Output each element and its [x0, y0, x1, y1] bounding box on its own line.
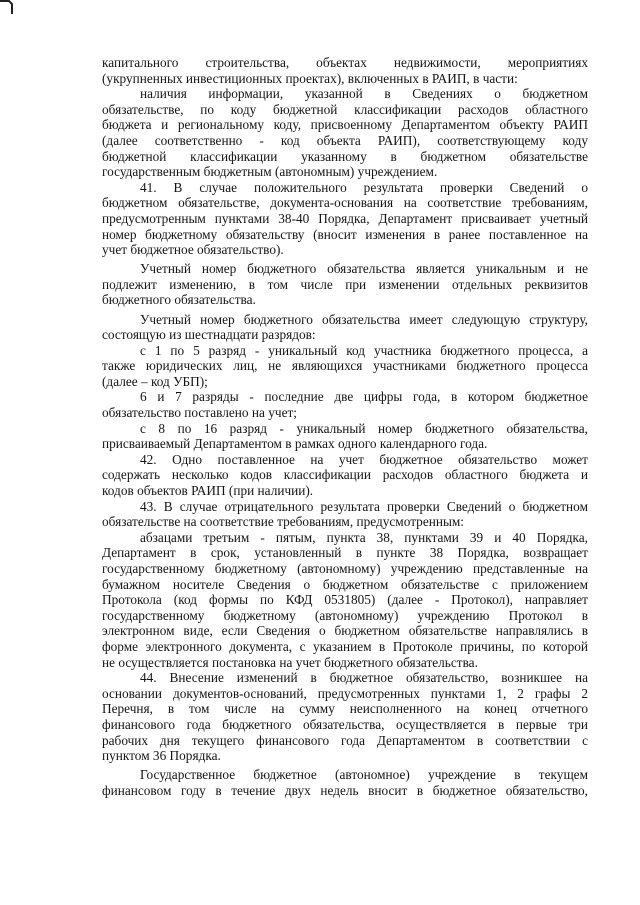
text-line: предусмотренным пунктами 38-40 Порядка, Департамент присваивает учетный — [102, 210, 588, 226]
text-line: Департамент в срок, установленный в пункте 38 Порядка, возвращает — [102, 545, 588, 561]
text-line: пунктом 36 Порядка. — [102, 748, 221, 764]
text-line: обязательстве на соответствие требованиям, предусмотренным: — [102, 514, 464, 530]
text-line: (далее – код УБП); — [102, 373, 208, 389]
text-line: содержать несколько кодов классификации расходов областного бюджета и — [102, 467, 588, 483]
text-line: 44. Внесение изменений в бюджетное обязательство, возникшее на — [140, 670, 588, 686]
text-line: Протокола (код формы по КФД 0531805) (далее - Протокол), направляет — [102, 592, 588, 608]
text-line: (укрупненных инвестиционных проектах), включенных в РАИП, в части: — [102, 70, 518, 86]
text-line: бюджетной классификации указанному в бюджетном обязательстве — [102, 148, 588, 164]
text-line: кодов объектов РАИП (при наличии). — [102, 483, 314, 499]
text-line: обязательстве, по коду бюджетной классификации расходов областного — [102, 101, 588, 117]
text-line: государственному бюджетному (автономному) учреждению представленные на — [102, 561, 588, 576]
text-line: Государственное бюджетное (автономное) учреждение в текущем — [140, 767, 588, 783]
text-line: абзацами третьим - пятым, пункта 38, пунктами 39 и 40 Порядка, — [140, 529, 588, 545]
text-line: номер бюджетному обязательству (вносит изменения в ранее поставленное на — [102, 226, 588, 242]
text-line: форме электронного документа, с указанием в Протоколе причины, по которой — [102, 638, 588, 654]
text-line: 42. Одно поставленное на учет бюджетное обязательство может — [140, 451, 588, 467]
text-line: бюджета и региональному коду, присвоенному Департаментом объекту РАИП — [102, 117, 588, 133]
document-body — [102, 55, 588, 798]
text-line: государственным бюджетным (автономным) учреждением. — [102, 164, 438, 180]
text-line: присваиваемый Департаментом в рамках одного календарного года. — [102, 436, 488, 452]
text-line: с 8 по 16 разряд - уникальный номер бюджетного обязательства, — [140, 420, 588, 436]
text-line: финансовом году в течение двух недель вносит в бюджетное обязательство, — [102, 782, 588, 798]
text-line: состоящую из шестнадцати разрядов: — [102, 327, 316, 343]
text-line: бюджетного обязательства. — [102, 292, 256, 308]
text-line: не осуществляется постановка на учет бюджетного обязательства. — [102, 654, 478, 670]
text-line: электронном виде, если Сведения о бюджетном обязательстве направлялись в — [102, 623, 588, 639]
text-line: бюджетном обязательстве, документа-основания на соответствие требованиям, — [102, 195, 588, 211]
text-line: рабочих дня текущего финансового года Департаментом в соответствии с — [102, 732, 588, 748]
text-line: 41. В случае положительного результата проверки Сведений о — [140, 179, 588, 195]
text-line: финансового года бюджетного обязательства, осуществляется в первые три — [102, 716, 588, 732]
text-line: 43. В случае отрицательного результата проверки Сведений о бюджетном — [140, 498, 588, 514]
text-line: учет бюджетное обязательство). — [102, 242, 284, 258]
text-line: Учетный номер бюджетного обязательства является уникальным и не — [140, 261, 588, 277]
text-line: Перечня, в том числе на сумму неисполненного на конец отчетного — [102, 701, 588, 717]
text-line: основании документов-оснований, предусмотренных пунктами 1, 2 графы 2 — [102, 685, 588, 701]
text-line: капитального строительства, объектах недвижимости, мероприятиях — [102, 55, 588, 70]
text-line: Учетный номер бюджетного обязательства имеет следующую структуру, — [140, 311, 588, 327]
text-line: бумажном носителе Сведения о бюджетном обязательстве с приложением — [102, 576, 588, 592]
text-line: наличия информации, указанной в Сведениях о бюджетном — [140, 86, 588, 102]
text-line: также юридических лиц, не являющихся участниками бюджетного процесса — [102, 358, 588, 374]
text-line: (далее соответственно - код объекта РАИП), соответствующему коду — [102, 132, 588, 148]
text-line: государственному бюджетному (автономному) учреждению Протокол в — [102, 607, 588, 623]
text-line: обязательство поставлено на учет; — [102, 405, 297, 421]
scan-corner-mark — [0, 0, 14, 14]
text-line: с 1 по 5 разряд - уникальный код участника бюджетного процесса, а — [140, 342, 588, 358]
text-line: подлежит изменению, в том числе при изменении отдельных реквизитов — [102, 276, 588, 292]
text-line: 6 и 7 разряды - последние две цифры года, в котором бюджетное — [140, 389, 588, 405]
